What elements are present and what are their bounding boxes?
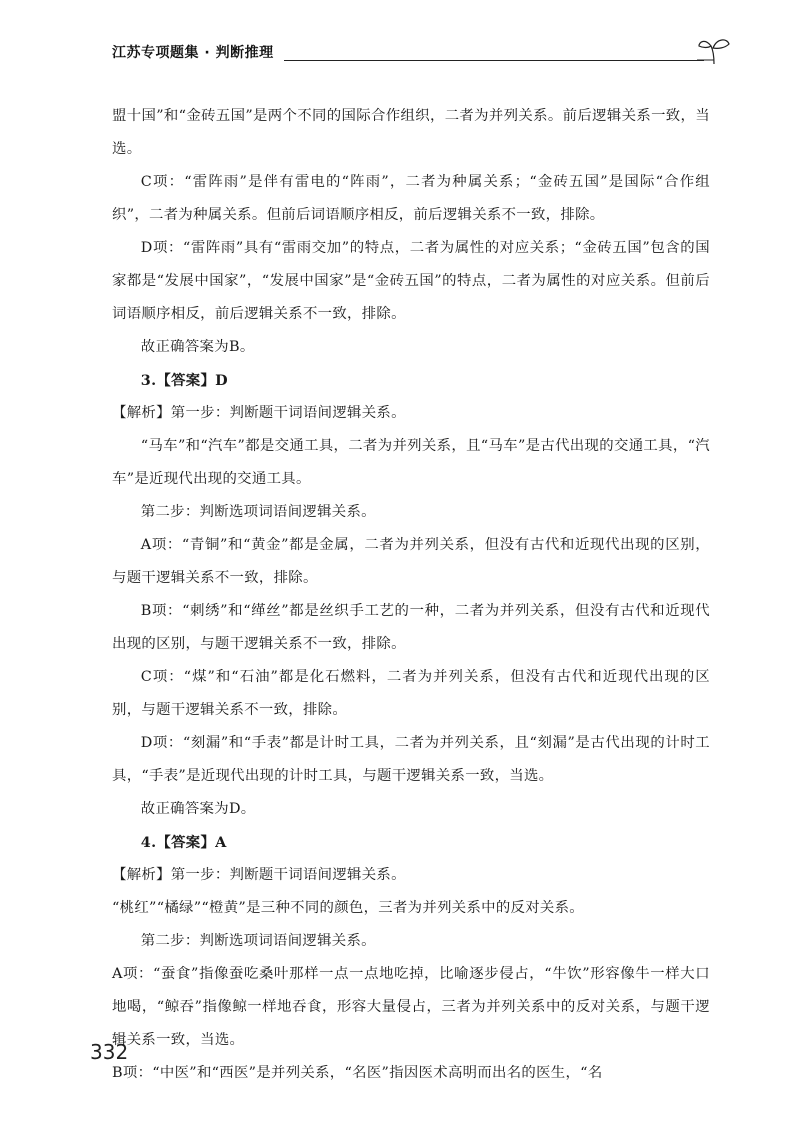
paragraph: 第二步：判断选项词语间逻辑关系。 — [140, 504, 376, 520]
paragraph: 盟十国”和“金砖五国”是两个不同的国际合作组织，二者为并列关系。前后逻辑关系一致，当选。 — [112, 108, 710, 157]
sprout-icon — [697, 36, 731, 66]
paragraph: B项：“刺绣”和“缂丝”都是丝织手工艺的一种，二者为并列关系，但没有古代和近现代出现的区别，与题干逻辑关系不一致，排除。 — [112, 603, 710, 652]
paragraph: B项：“中医”和“西医”是并列关系，“名医”指因医术高明而出名的医生，“名 — [112, 1065, 603, 1081]
paragraph: C项：“雷阵雨”是伴有雷电的“阵雨”，二者为种属关系；“金砖五国”是国际“合作组织”，二者为种属关系。但前后词语顺序相反，前后逻辑关系不一致，排除。 — [112, 174, 710, 223]
page-number: 332 — [90, 1040, 129, 1064]
paragraph: D项：“刻漏”和“手表”都是计时工具，二者为并列关系，且“刻漏”是古代出现的计时工具，“手表”是近现代出现的计时工具，与题干逻辑关系一致，当选。 — [112, 735, 710, 784]
paragraph: 【解析】第一步：判断题干词语间逻辑关系。 — [112, 405, 406, 421]
paragraph: “马车”和“汽车”都是交通工具，二者为并列关系，且“马车”是古代出现的交通工具，“汽车”是近现代出现的交通工具。 — [112, 438, 710, 487]
header-title: 江苏专项题集 · 判断推理 — [112, 45, 274, 61]
paragraph: 第二步：判断选项词语间逻辑关系。 — [140, 933, 376, 949]
header-rule — [284, 60, 704, 61]
paragraph: A项：“蚕食”指像蚕吃桑叶那样一点一点地吃掉，比喻逐步侵占，“牛饮”形容像牛一样大口地喝，“鲸吞”指像鲸一样地吞食，形容大量侵占，三者为并列关系中的反对关系，与题干逻辑关系一致，当选。 — [112, 966, 710, 1048]
paragraph: 4.【答案】A — [140, 834, 227, 851]
paragraph: 故正确答案为B。 — [140, 339, 255, 355]
running-header — [112, 42, 722, 76]
paragraph: “桃红”“橘绿”“橙黄”是三种不同的颜色，三者为并列关系中的反对关系。 — [112, 900, 584, 916]
paragraph: 3.【答案】D — [140, 372, 228, 389]
page-body — [112, 100, 710, 1090]
paragraph: C项：“煤”和“石油”都是化石燃料，二者为并列关系，但没有古代和近现代出现的区别，与题干逻辑关系不一致，排除。 — [112, 669, 710, 718]
paragraph: D项：“雷阵雨”具有“雷雨交加”的特点，二者为属性的对应关系；“金砖五国”包含的国家都是“发展中国家”，“发展中国家”是“金砖五国”的特点，二者为属性的对应关系。但前后词语顺序相反，前后逻辑关系不一致，排除。 — [112, 240, 710, 322]
paragraph: 故正确答案为D。 — [140, 801, 256, 817]
paragraph: 【解析】第一步：判断题干词语间逻辑关系。 — [112, 867, 406, 883]
paragraph: A项：“青铜”和“黄金”都是金属，二者为并列关系，但没有古代和近现代出现的区别，与题干逻辑关系不一致，排除。 — [112, 537, 710, 586]
